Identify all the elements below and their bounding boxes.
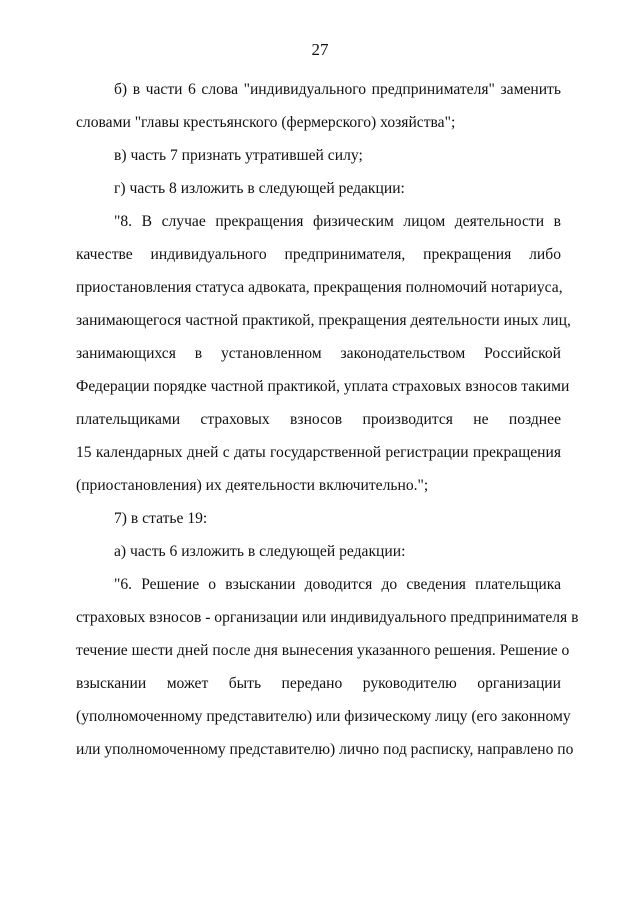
text-line: (приостановления) их деятельности включительно.";	[76, 477, 429, 494]
text-line: б) в части 6 слова "индивидуального предпринимателя" заменить	[114, 81, 561, 98]
text-line: страховых взносов - организации или индивидуального предпринимателя в	[76, 609, 579, 626]
text-line: качестве индивидуального предпринимателя, прекращения либо	[76, 246, 561, 263]
text-line: 7) в статье 19:	[114, 510, 208, 527]
text-line: (уполномоченному представителю) или физическому лицу (его законному	[76, 708, 571, 725]
text-line: течение шести дней после дня вынесения указанного решения. Решение о	[76, 642, 570, 659]
text-line: в) часть 7 признать утратившей силу;	[114, 147, 363, 164]
text-line: "6. Решение о взыскании доводится до сведения плательщика	[114, 576, 561, 593]
text-line: 15 календарных дней с даты государственной регистрации прекращения	[76, 444, 561, 461]
text-line: занимающегося частной практикой, прекращения деятельности иных лиц,	[76, 312, 571, 329]
text-line: занимающихся в установленном законодательством Российской	[76, 345, 561, 362]
text-line: или уполномоченному представителю) лично под расписку, направлено по	[76, 741, 574, 758]
document-body	[76, 73, 579, 766]
text-line: г) часть 8 изложить в следующей редакции:	[114, 180, 405, 197]
text-line: словами "главы крестьянского (фермерского) хозяйства";	[76, 114, 456, 131]
text-line: взыскании может быть передано руководителю организации	[76, 675, 561, 692]
page-number: 27	[311, 40, 329, 59]
text-line: приостановления статуса адвоката, прекращения полномочий нотариуса,	[76, 279, 563, 296]
text-line: Федерации порядке частной практикой, уплата страховых взносов такими	[76, 378, 570, 395]
text-line: "8. В случае прекращения физическим лицом деятельности в	[114, 213, 561, 230]
text-line: а) часть 6 изложить в следующей редакции:	[114, 543, 406, 560]
text-line: плательщиками страховых взносов производится не позднее	[76, 411, 561, 428]
